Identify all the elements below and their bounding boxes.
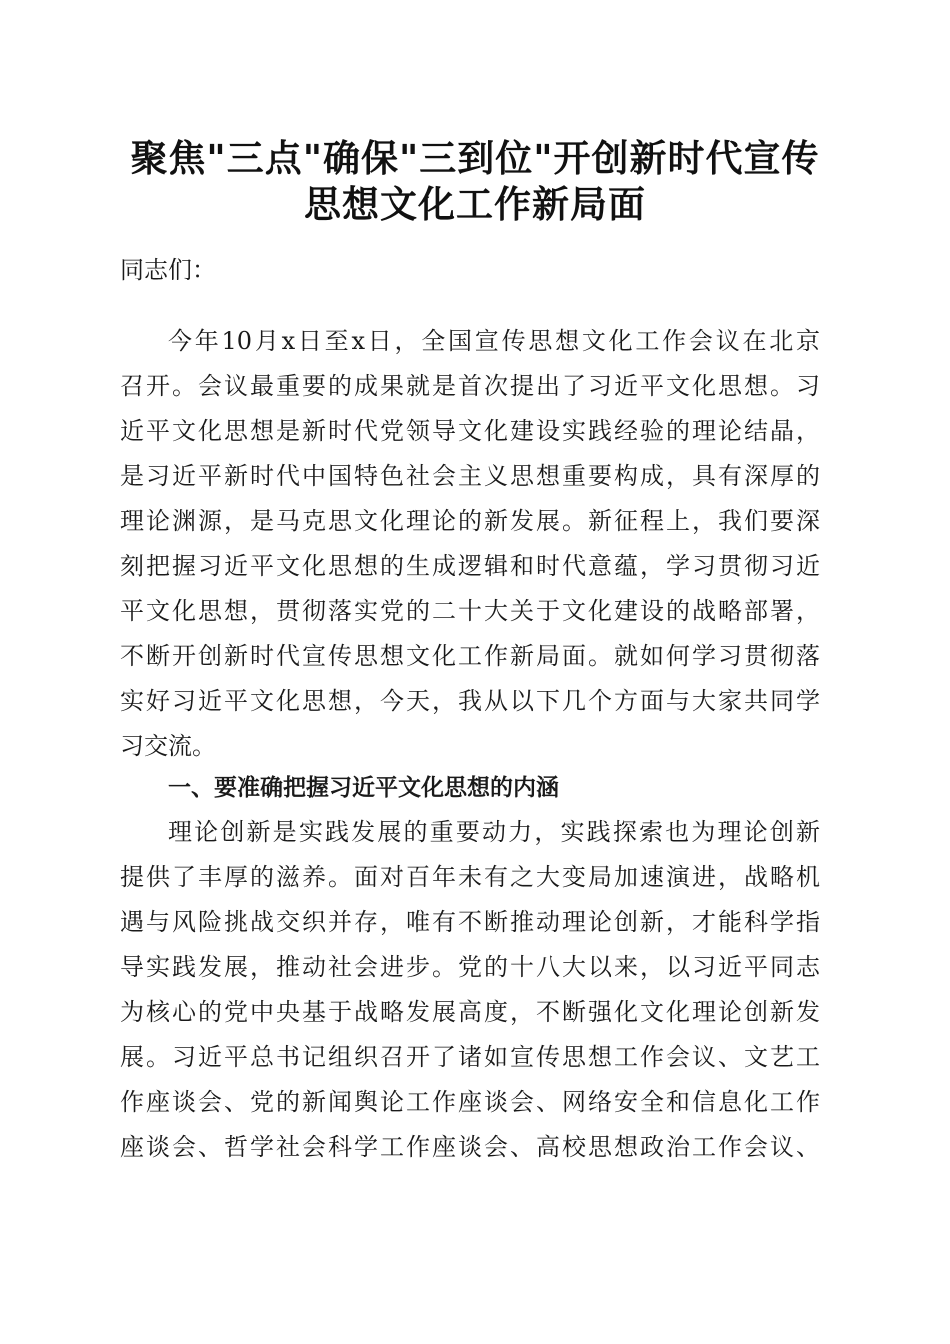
paragraph-2-line-1: 理论创新是实践发展的重要动力，实践探索也为理论创新 — [168, 818, 820, 846]
paragraph-2-line-2: 提供了丰厚的滋养。面对百年未有之大变局加速演进，战略机 — [120, 863, 820, 891]
document-title-line-2: 思想文化工作新局面 — [304, 182, 646, 226]
section-1-heading: 一、要准确把握习近平文化思想的内涵 — [168, 775, 559, 801]
salutation: 同志们： — [120, 256, 216, 284]
paragraph-1-line-7: 平文化思想，贯彻落实党的二十大关于文化建设的战略部署， — [120, 597, 820, 625]
paragraph-1-line-5: 理论渊源，是马克思文化理论的新发展。新征程上，我们要深 — [120, 507, 820, 535]
document-title-line-1: 聚焦"三点"确保"三到位"开创新时代宣传 — [130, 136, 820, 180]
paragraph-1-line-3: 近平文化思想是新时代党领导文化建设实践经验的理论结晶， — [120, 417, 820, 445]
paragraph-2-line-5: 为核心的党中央基于战略发展高度，不断强化文化理论创新发 — [120, 998, 820, 1026]
paragraph-2-line-6: 展。习近平总书记组织召开了诸如宣传思想工作会议、文艺工 — [120, 1043, 820, 1071]
paragraph-1-line-6: 刻把握习近平文化思想的生成逻辑和时代意蕴，学习贯彻习近 — [120, 552, 820, 580]
paragraph-1-line-1: 今年10月x日至x日，全国宣传思想文化工作会议在北京 — [168, 327, 820, 355]
paragraph-1-line-8: 不断开创新时代宣传思想文化工作新局面。就如何学习贯彻落 — [120, 642, 820, 670]
paragraph-1-line-2: 召开。会议最重要的成果就是首次提出了习近平文化思想。习 — [120, 372, 820, 400]
paragraph-2-line-4: 导实践发展，推动社会进步。党的十八大以来，以习近平同志 — [120, 953, 820, 981]
paragraph-1-line-10: 习交流。 — [120, 732, 216, 760]
paragraph-2-line-7: 作座谈会、党的新闻舆论工作座谈会、网络安全和信息化工作 — [120, 1088, 820, 1116]
paragraph-2-line-8: 座谈会、哲学社会科学工作座谈会、高校思想政治工作会议、 — [120, 1133, 820, 1161]
paragraph-2-line-3: 遇与风险挑战交织并存，唯有不断推动理论创新，才能科学指 — [120, 908, 820, 936]
paragraph-1-line-9: 实好习近平文化思想，今天，我从以下几个方面与大家共同学 — [120, 687, 820, 715]
paragraph-1-line-4: 是习近平新时代中国特色社会主义思想重要构成，具有深厚的 — [120, 462, 820, 490]
